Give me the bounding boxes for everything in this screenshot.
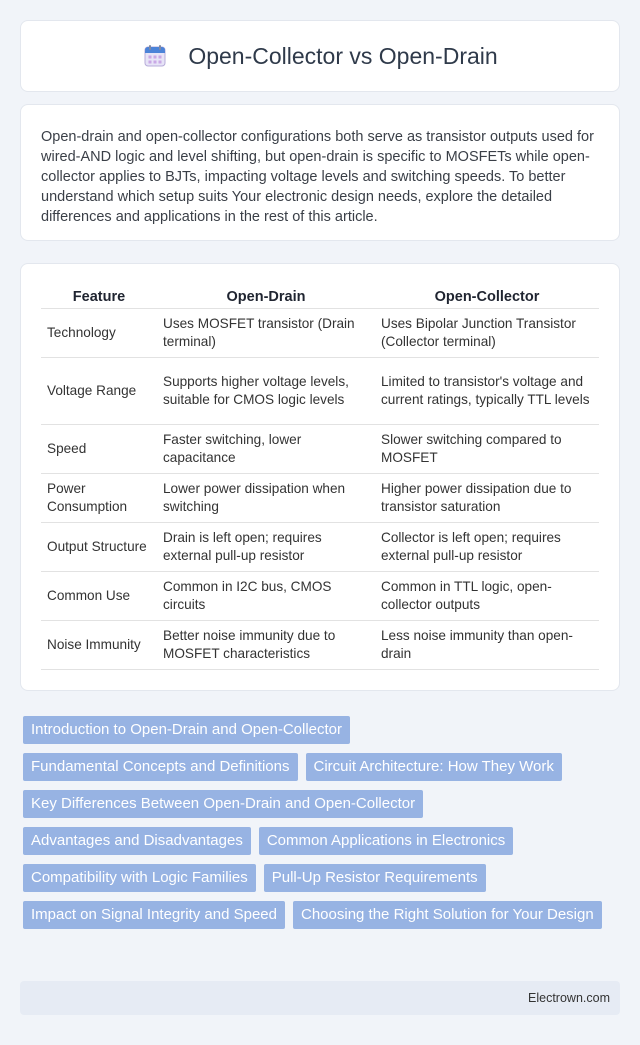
cell-feature: Noise Immunity	[41, 620, 157, 669]
cell-feature: Technology	[41, 308, 157, 357]
cell-open-collector: Common in TTL logic, open-collector outputs	[375, 571, 599, 620]
cell-feature: Speed	[41, 424, 157, 473]
cell-open-collector: Less noise immunity than open-drain	[375, 620, 599, 669]
intro-card	[20, 104, 620, 241]
cell-feature: Power Consumption	[41, 473, 157, 522]
tag-link[interactable]: Impact on Signal Integrity and Speed	[23, 901, 285, 929]
header-feature: Feature	[41, 284, 157, 308]
cell-open-collector: Higher power dissipation due to transistor saturation	[375, 473, 599, 522]
table-header-row	[41, 284, 599, 308]
cell-open-collector: Limited to transistor's voltage and current ratings, typically TTL levels	[375, 357, 599, 424]
tag-link[interactable]: Compatibility with Logic Families	[23, 864, 256, 892]
table-row	[41, 473, 599, 522]
tag-link[interactable]: Fundamental Concepts and Definitions	[23, 753, 298, 781]
tag-link[interactable]: Pull-Up Resistor Requirements	[264, 864, 486, 892]
cell-open-drain: Common in I2C bus, CMOS circuits	[157, 571, 375, 620]
cell-open-drain: Better noise immunity due to MOSFET characteristics	[157, 620, 375, 669]
cell-open-drain: Uses MOSFET transistor (Drain terminal)	[157, 308, 375, 357]
table-row	[41, 357, 599, 424]
table-row	[41, 522, 599, 571]
cell-open-drain: Supports higher voltage levels, suitable for CMOS logic levels	[157, 357, 375, 424]
tag-link[interactable]: Advantages and Disadvantages	[23, 827, 251, 855]
cell-feature: Common Use	[41, 571, 157, 620]
tag-link[interactable]: Choosing the Right Solution for Your Design	[293, 901, 602, 929]
tag-link[interactable]: Introduction to Open-Drain and Open-Collector	[23, 716, 350, 744]
title-card	[20, 20, 620, 92]
tag-link[interactable]: Key Differences Between Open-Drain and Open-Collector	[23, 790, 423, 818]
table-row	[41, 424, 599, 473]
cell-open-drain: Faster switching, lower capacitance	[157, 424, 375, 473]
cell-feature: Voltage Range	[41, 357, 157, 424]
tag-link[interactable]: Circuit Architecture: How They Work	[306, 753, 562, 781]
comparison-table	[41, 284, 599, 670]
cell-open-drain: Drain is left open; requires external pull-up resistor	[157, 522, 375, 571]
header-open-drain: Open-Drain	[157, 284, 375, 308]
intro-text: Open-drain and open-collector configurations both serve as transistor outputs used for wired-AND logic and level shifting, but open-drain is specific to MOSFETs while open-collector applies to BJTs, impacting voltage levels and switching speeds. To better understand which setup suits Your electronic design needs, explore the detailed differences and applications in the rest of this article.	[41, 129, 594, 225]
cell-feature: Output Structure	[41, 522, 157, 571]
footer	[20, 981, 620, 1015]
page-title: Open-Collector vs Open-Drain	[188, 42, 498, 69]
table-row	[41, 571, 599, 620]
table-row	[41, 620, 599, 669]
cell-open-drain: Lower power dissipation when switching	[157, 473, 375, 522]
calendar-icon	[142, 43, 168, 69]
header-open-collector: Open-Collector	[375, 284, 599, 308]
footer-site-name: Electrown.com	[528, 991, 610, 1005]
tag-link[interactable]: Common Applications in Electronics	[259, 827, 513, 855]
table-row	[41, 308, 599, 357]
topic-tags	[23, 716, 617, 929]
comparison-table-card	[20, 263, 620, 691]
cell-open-collector: Slower switching compared to MOSFET	[375, 424, 599, 473]
cell-open-collector: Collector is left open; requires external pull-up resistor	[375, 522, 599, 571]
cell-open-collector: Uses Bipolar Junction Transistor (Collector terminal)	[375, 308, 599, 357]
